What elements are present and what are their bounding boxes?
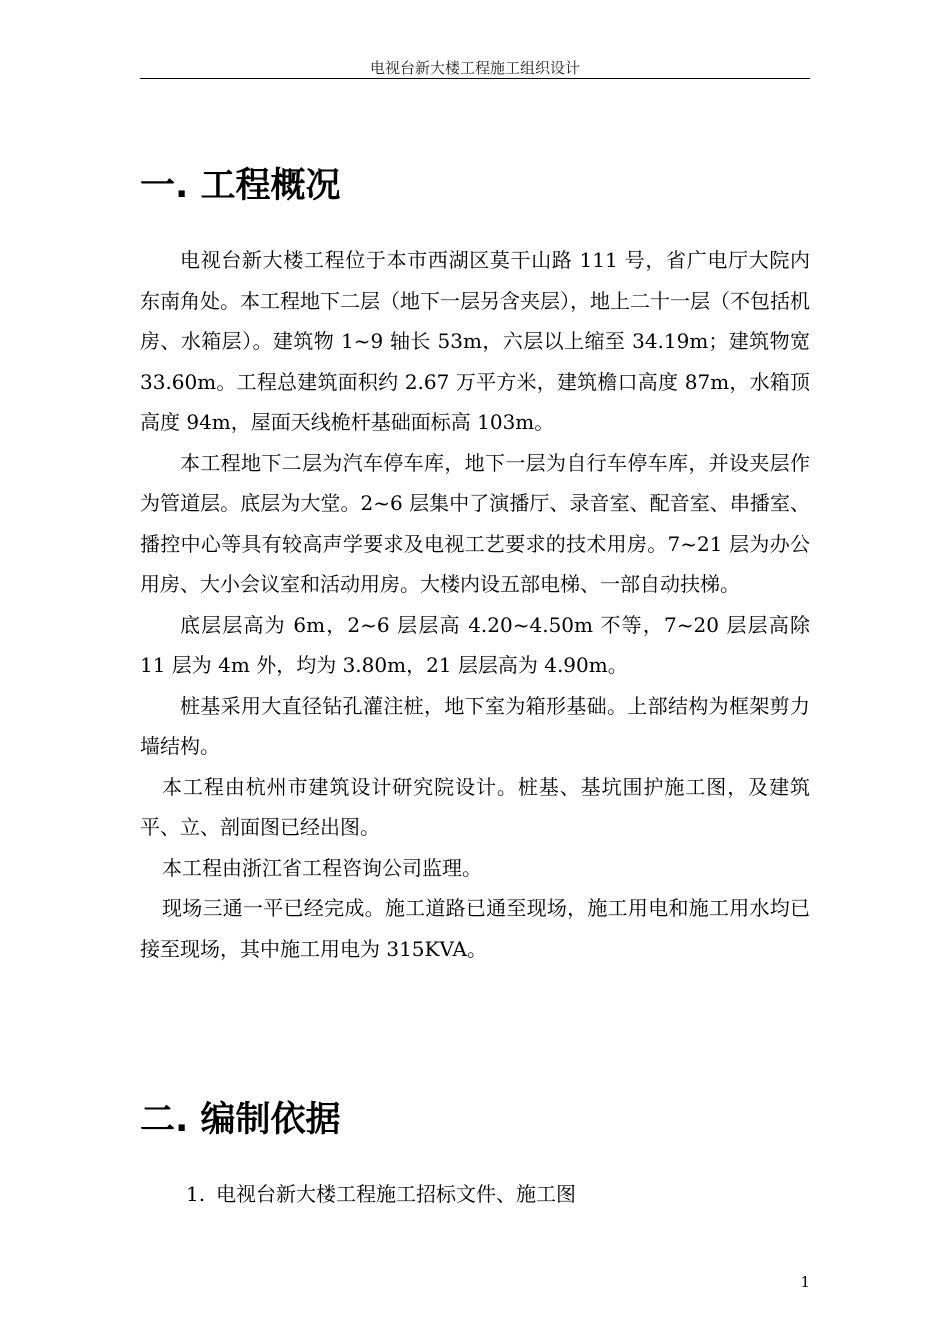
paragraph-design: 本工程由杭州市建筑设计研究院设计。桩基、基坑围护施工图，及建筑平、立、剖面图已经出图。 bbox=[140, 774, 810, 839]
section-body-overview bbox=[140, 240, 810, 969]
list-item-text: 电视台新大楼工程施工招标文件、施工图 bbox=[216, 1182, 576, 1206]
list-item-number: 1. bbox=[186, 1182, 206, 1206]
list-item bbox=[186, 1178, 576, 1210]
paragraph-structure: 桩基采用大直径钻孔灌注桩，地下室为箱形基础。上部结构为框架剪力墙结构。 bbox=[140, 693, 810, 758]
section-title-basis: 二. 编制依据 bbox=[140, 1100, 341, 1140]
paragraph-floor-heights: 底层层高为 6m，2~6 层层高 4.20~4.50m 不等，7~20 层层高除 11 层为 4m 外，均为 3.80m，21 层层高为 4.90m。 bbox=[140, 612, 810, 677]
running-header: 电视台新大楼工程施工组织设计 bbox=[369, 59, 580, 77]
header-rule bbox=[140, 78, 810, 79]
section-title-overview: 一. 工程概况 bbox=[140, 166, 341, 206]
paragraph-location: 电视台新大楼工程位于本市西湖区莫干山路 111 号，省广电厅大院内东南角处。本工程地下二层（地下一层另含夹层），地上二十一层（不包括机房、水箱层）。建筑物 1~9 轴长 53m，六层以上缩至 34.19m；建筑物宽 33.60m。工程总建筑面积约 2.67 万平方米，建筑檐口高度 87m，水箱顶高度 94m，屋面天线桅杆基础面标高 103m。 bbox=[140, 248, 810, 434]
page-number: 1 bbox=[800, 1273, 810, 1291]
paragraph-supervision: 本工程由浙江省工程咨询公司监理。 bbox=[162, 855, 482, 880]
paragraph-floor-usage: 本工程地下二层为汽车停车库，地下一层为自行车停车库，并设夹层作为管道层。底层为大堂。2~6 层集中了演播厅、录音室、配音室、串播室、播控中心等具有较高声学要求及电视工艺要求的技术用房。7~21 层为办公用房、大小会议室和活动用房。大楼内设五部电梯、一部自动扶梯。 bbox=[140, 450, 810, 596]
paragraph-site-readiness: 现场三通一平已经完成。施工道路已通至现场，施工用电和施工用水均已接至现场，其中施工用电为 315KVA。 bbox=[140, 896, 810, 961]
